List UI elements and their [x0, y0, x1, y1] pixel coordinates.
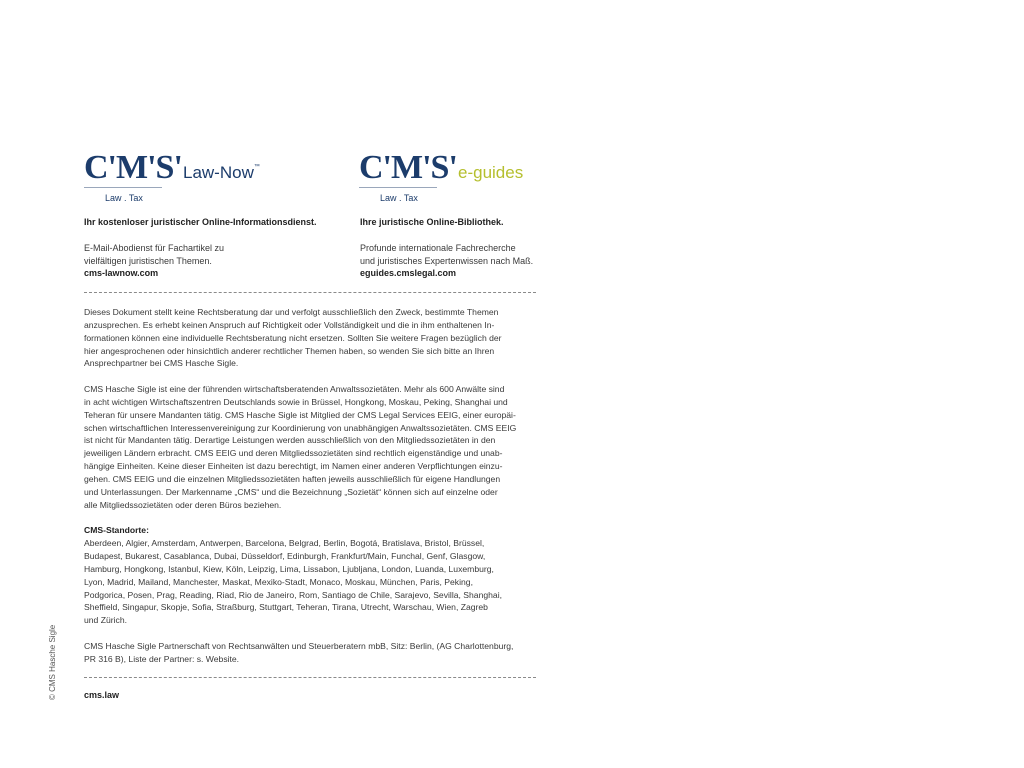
cms-logo-letters: C'M'S' [359, 149, 457, 186]
desc-line: E-Mail-Abodienst für Fachartikel zu [84, 242, 225, 253]
cms-logo [359, 149, 457, 206]
text-line: CMS Hasche Sigle ist eine der führenden wirtschaftsberatenden Anwaltssozietäten. Mehr als 600 Anwälte sind [84, 384, 505, 395]
legal-text-body [84, 306, 540, 678]
cms-logo-rule [359, 187, 437, 188]
text-line: Ansprechpartner bei CMS Hasche Sigle. [84, 358, 239, 369]
desc-line: und juristisches Expertenwissen nach Maß. [360, 255, 534, 266]
text-line: Hamburg, Hongkong, Istanbul, Kiew, Köln, Leipzig, Lima, Lissabon, Ljubljana, London, Luanda, Luxemburg, [84, 563, 494, 574]
law-now-description [84, 242, 349, 268]
text-line: Dieses Dokument stellt keine Rechtsberatung dar und verfolgt ausschließlich den Zweck, bestimmte Themen [84, 307, 499, 317]
dashed-divider [84, 292, 536, 293]
text-line: PR 316 B), Liste der Partner: s. Website. [84, 653, 240, 664]
cms-law-link[interactable]: cms.law [84, 690, 120, 700]
text-line: jeweiligen Ländern erbracht. CMS EEIG und deren Mitgliedssozietäten sind rechtlich eigenständige und unab- [84, 448, 503, 459]
partnership-paragraph [84, 640, 540, 666]
text-line: Podgorica, Posen, Prag, Reading, Riad, Rio de Janeiro, Rom, Santiago de Chile, Sarajevo, Sevilla, Shanghai, [84, 589, 502, 600]
text-line: in acht wichtigen Wirtschaftszentren Deutschlands sowie in Brüssel, Hongkong, Moskau, Peking, Shanghai und [84, 396, 508, 407]
e-guides-brand [359, 150, 559, 210]
law-now-headline: Ihr kostenloser juristischer Online-Informationsdienst. [84, 217, 317, 227]
e-guides-description [360, 242, 625, 268]
desc-line: vielfältigen juristischen Themen. [84, 255, 212, 266]
dashed-divider [84, 677, 536, 678]
text-line: Budapest, Bukarest, Casablanca, Dubai, Düsseldorf, Edinburgh, Frankfurt/Main, Funchal, Genf, Glasgow, [84, 551, 486, 562]
text-line: Lyon, Madrid, Mailand, Manchester, Maskat, Mexiko-Stadt, Monaco, Moskau, München, Paris, Peking, [84, 576, 473, 587]
copyright-notice: © CMS Hasche Sigle [48, 624, 57, 700]
text-line: und Unterlassungen. Der Markenname „CMS“ und die Bezeichnung „Sozietät“ können sich auf einzelne oder [84, 486, 498, 497]
text-line: ist nicht für Mandanten tätig. Derartige Leistungen werden ausschließlich von den Mitgliedssozietäten in den [84, 435, 496, 446]
text-line: Teheran für unsere Mandanten tätig. CMS Hasche Sigle ist Mitglied der CMS Legal Services EEIG, einer europäi- [84, 409, 516, 420]
text-line: CMS Hasche Sigle Partnerschaft von Rechtsanwälten und Steuerberatern mbB, Sitz: Berlin, (AG Charlottenburg, [84, 640, 514, 651]
text-line: und Zürich. [84, 615, 127, 626]
text-line: hier angesprochenen oder hinsichtlich anderer rechtlicher Themen haben, so wenden Sie sich bitte an Ihren [84, 345, 495, 356]
trademark-symbol: ™ [253, 164, 260, 170]
law-now-name: Law-Now [183, 163, 254, 182]
locations-heading: CMS-Standorte: [84, 525, 149, 536]
law-now-title [183, 163, 260, 183]
cms-logo-rule [84, 187, 162, 188]
text-line: anzusprechen. Es erhebt keinen Anspruch auf Richtigkeit oder Vollständigkeit und die in ihm enthaltenen In- [84, 319, 495, 330]
about-paragraph [84, 383, 540, 511]
e-guides-headline: Ihre juristische Online-Bibliothek. [360, 217, 504, 227]
text-line: hängige Einheiten. Keine dieser Einheiten ist dazu berechtigt, im Namen einer anderen Verpflichtungen einzu- [84, 461, 503, 472]
cms-logo-tagline: Law . Tax [380, 193, 418, 203]
e-guides-title: e-guides [458, 163, 524, 182]
e-guides-link[interactable]: eguides.cmslegal.com [360, 268, 457, 279]
cms-logo-tagline: Law . Tax [105, 193, 143, 203]
cms-logo [84, 149, 182, 206]
law-now-info [84, 216, 349, 280]
locations-paragraph [84, 524, 540, 627]
law-now-brand [84, 150, 284, 210]
text-line: Sheffield, Singapur, Skopje, Sofia, Straßburg, Stuttgart, Teheran, Tirana, Utrecht, Warschau, Wien, Zagreb [84, 602, 488, 613]
text-line: Aberdeen, Algier, Amsterdam, Antwerpen, Barcelona, Belgrad, Berlin, Bogotá, Bratislava, Bristol, Brüssel, [84, 538, 485, 549]
cms-logo-letters: C'M'S' [84, 149, 182, 186]
desc-line: Profunde internationale Fachrecherche [360, 242, 516, 253]
text-line: schen wirtschaftlichen Interessenvereinigung zur Koordinierung von unabhängigen Anwaltssozietäten. CMS EEIG [84, 422, 517, 433]
disclaimer-paragraph [84, 306, 540, 370]
text-line: alle Mitgliedssozietäten oder deren Büros beziehen. [84, 499, 282, 510]
law-now-link[interactable]: cms-lawnow.com [84, 268, 159, 279]
e-guides-info [360, 216, 625, 280]
text-line: formationen können eine individuelle Rechtsberatung nicht ersetzen. Sollten Sie weitere Fragen bezüglich der [84, 332, 502, 343]
text-line: gehen. CMS EEIG und die einzelnen Mitgliedssozietäten haften jeweils ausschließlich für eigene Handlungen [84, 473, 501, 484]
